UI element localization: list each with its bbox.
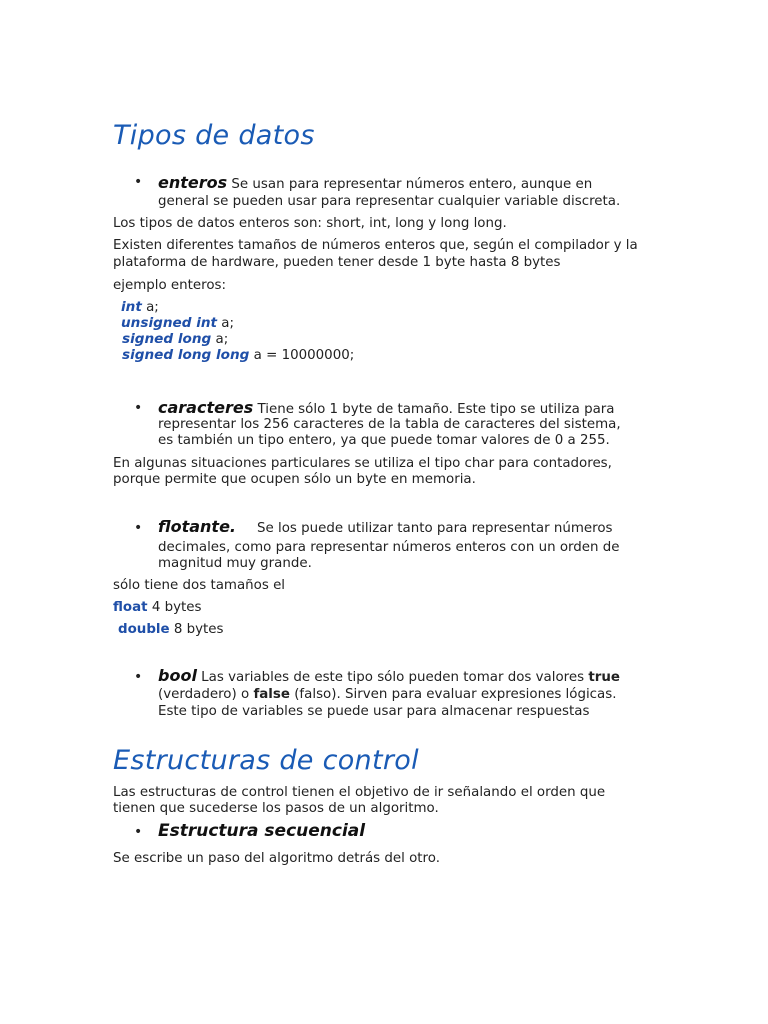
code-line-4: signed long long a = 10000000;	[122, 347, 355, 363]
heading-estructuras-de-control: Estructuras de control	[113, 745, 419, 776]
float-line: float 4 bytes	[113, 600, 202, 615]
bool-term: bool	[158, 666, 197, 685]
code-line-2: unsigned int a;	[121, 315, 235, 331]
flotante-term: flotante.	[158, 517, 236, 536]
flotante-desc-3: magnitud muy grande.	[158, 556, 312, 571]
char-note-2: porque permite que ocupen sólo un byte en memoria.	[113, 472, 476, 487]
sizes-line-2: plataforma de hardware, pueden tener desde 1 byte hasta 8 bytes	[113, 255, 561, 270]
bullet-dot: •	[134, 824, 143, 840]
estructura-secuencial: Estructura secuencial	[158, 821, 366, 841]
heading-tipos-de-datos: Tipos de datos	[113, 120, 315, 151]
example-label: ejemplo enteros:	[113, 278, 227, 293]
caracteres-desc-2: representar los 256 caracteres de la tabla de caracteres del sistema,	[158, 417, 621, 432]
enteros-term: enteros	[158, 173, 228, 192]
code-line-1: int a;	[121, 299, 159, 315]
bullet-dot: •	[134, 669, 143, 685]
enteros-list: Los tipos de datos enteros son: short, int, long y long long.	[113, 216, 507, 231]
bool-desc-3: Este tipo de variables se puede usar para almacenar respuestas	[158, 704, 590, 719]
code-line-3: signed long a;	[122, 331, 229, 347]
true-word: true	[588, 670, 620, 685]
caracteres-desc-3: es también un tipo entero, ya que puede tomar valores de 0 a 255.	[158, 433, 610, 448]
flotante-desc-2: decimales, como para representar números enteros con un orden de	[158, 540, 620, 555]
enteros-item	[158, 174, 592, 193]
caracteres-term: caracteres	[158, 398, 254, 417]
bullet-dot: •	[134, 174, 143, 190]
bool-desc-1: Las variables de este tipo sólo pueden tomar dos valores	[196, 670, 589, 685]
flotante-desc-1: Se los puede utilizar tanto para representar números	[257, 521, 613, 536]
char-note-1: En algunas situaciones particulares se utiliza el tipo char para contadores,	[113, 456, 612, 471]
bool-item	[158, 667, 620, 686]
caracteres-desc-1: Tiene sólo 1 byte de tamaño. Este tipo se utiliza para	[253, 402, 615, 417]
enteros-desc-1: Se usan para representar números entero, aunque en	[227, 177, 593, 192]
bullet-dot: •	[134, 520, 143, 536]
bool-desc-2: (verdadero) o false (falso). Sirven para evaluar expresiones lógicas.	[158, 687, 617, 702]
flotante-item	[158, 518, 236, 537]
false-word: false	[253, 687, 290, 702]
enteros-desc-2: general se pueden usar para representar cualquier variable discreta.	[158, 194, 621, 209]
sizes-line-1: Existen diferentes tamaños de números enteros que, según el compilador y la	[113, 238, 638, 253]
double-line: double 8 bytes	[118, 622, 224, 637]
secuencial-desc: Se escribe un paso del algoritmo detrás del otro.	[113, 851, 440, 866]
float-sizes-label: sólo tiene dos tamaños el	[113, 578, 286, 593]
control-intro-1: Las estructuras de control tienen el objetivo de ir señalando el orden que	[113, 785, 606, 800]
control-intro-2: tienen que sucederse los pasos de un algoritmo.	[113, 801, 439, 816]
bullet-dot: •	[134, 400, 143, 416]
